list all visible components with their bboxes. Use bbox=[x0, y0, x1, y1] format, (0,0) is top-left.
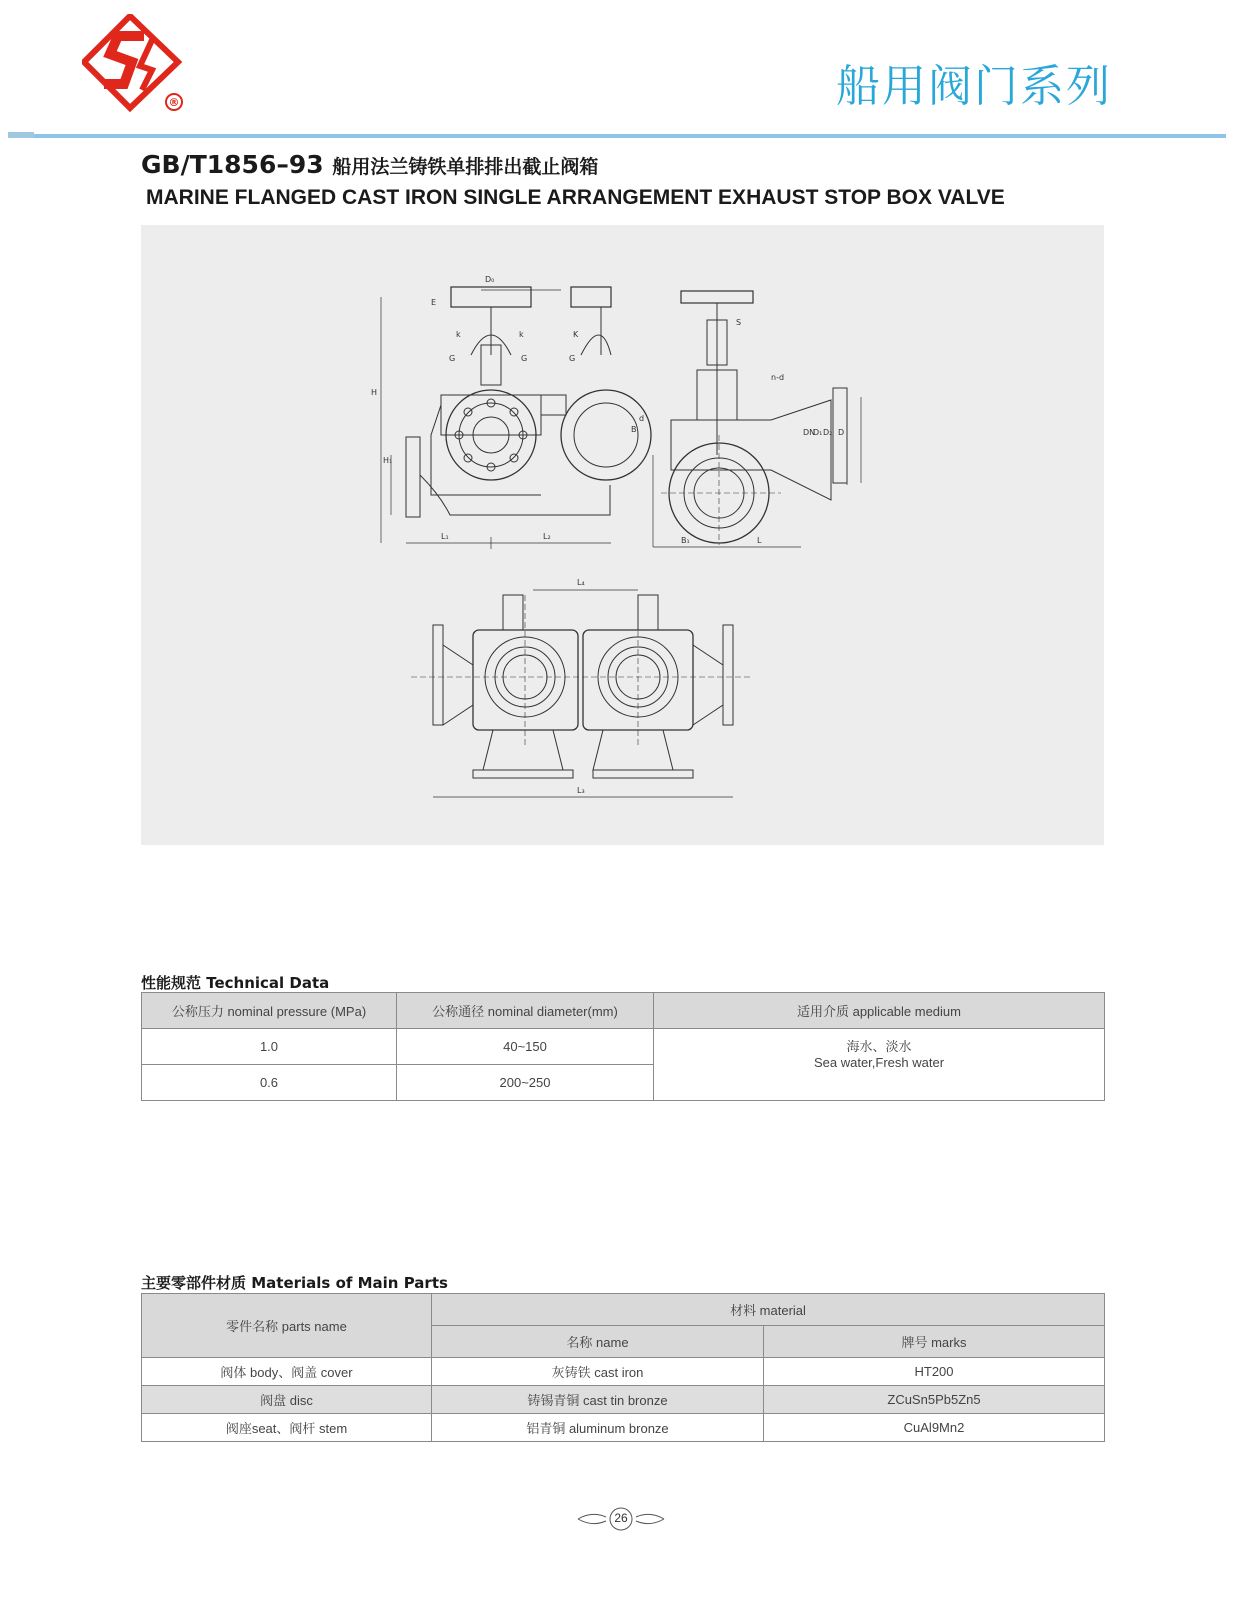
label-l: L bbox=[757, 536, 762, 545]
cell-part: 阀座seat、阀杆 stem bbox=[142, 1414, 432, 1442]
label-n-d: n-d bbox=[771, 373, 785, 382]
front-view bbox=[381, 287, 651, 549]
standard-code: GB/T1856–93 bbox=[141, 150, 324, 179]
technical-drawing bbox=[141, 225, 1104, 845]
valve-drawing bbox=[141, 225, 1104, 845]
header-divider-accent bbox=[8, 132, 34, 138]
label-g2: G bbox=[569, 354, 576, 363]
cell-diameter: 200~250 bbox=[397, 1065, 654, 1101]
label-l4: L₄ bbox=[577, 578, 585, 587]
header-marks: 牌号 marks bbox=[764, 1326, 1105, 1358]
label-l2: L₂ bbox=[543, 532, 551, 541]
cell-diameter: 40~150 bbox=[397, 1029, 654, 1065]
table-header-row bbox=[142, 993, 1105, 1029]
label-g-right: G bbox=[521, 354, 528, 363]
header-nominal-pressure: 公称压力 nominal pressure (MPa) bbox=[142, 993, 397, 1029]
page-number bbox=[576, 1504, 666, 1534]
company-logo bbox=[82, 14, 192, 114]
cell-marks: CuAl9Mn2 bbox=[764, 1414, 1105, 1442]
label-g: G bbox=[449, 354, 456, 363]
table-row bbox=[142, 1414, 1105, 1442]
label-h: H bbox=[371, 388, 378, 397]
label-d-big: D bbox=[838, 428, 845, 437]
label-d-small: d bbox=[639, 414, 645, 423]
label-d1: D₁ bbox=[813, 428, 823, 437]
header-name: 名称 name bbox=[432, 1326, 764, 1358]
table-header-row bbox=[142, 1294, 1105, 1326]
label-l1: L₁ bbox=[441, 532, 449, 541]
page-number-text: 26 bbox=[614, 1511, 628, 1525]
label-d2: D₂ bbox=[823, 428, 833, 437]
cell-material-name: 铸锡青铜 cast tin bronze bbox=[432, 1386, 764, 1414]
label-k: k bbox=[456, 330, 461, 339]
header-nominal-diameter: 公称通径 nominal diameter(mm) bbox=[397, 993, 654, 1029]
cell-part: 阀体 body、阀盖 cover bbox=[142, 1358, 432, 1386]
label-k2: K bbox=[573, 330, 579, 339]
label-l3: L₃ bbox=[577, 786, 585, 795]
label-s: S bbox=[736, 318, 742, 327]
materials-table bbox=[141, 1293, 1105, 1442]
label-d0: D₀ bbox=[485, 275, 495, 284]
header-parts-name: 零件名称 parts name bbox=[142, 1294, 432, 1358]
cell-material-name: 灰铸铁 cast iron bbox=[432, 1358, 764, 1386]
header-material: 材料 material bbox=[432, 1294, 1105, 1326]
table-row bbox=[142, 1386, 1105, 1414]
cell-marks: ZCuSn5Pb5Zn5 bbox=[764, 1386, 1105, 1414]
cell-pressure: 0.6 bbox=[142, 1065, 397, 1101]
cell-pressure: 1.0 bbox=[142, 1029, 397, 1065]
medium-en: Sea water,Fresh water bbox=[813, 1055, 945, 1070]
cell-medium bbox=[654, 1029, 1105, 1101]
label-h1: H₁ bbox=[383, 456, 393, 465]
header-divider bbox=[10, 134, 1226, 138]
medium-cn: 海水、淡水 bbox=[846, 1039, 912, 1054]
product-name-cn: 船用法兰铸铁单排排出截止阀箱 bbox=[332, 156, 599, 178]
svg-text:®: ® bbox=[168, 96, 180, 109]
label-e: E bbox=[431, 298, 437, 307]
cell-part: 阀盘 disc bbox=[142, 1386, 432, 1414]
series-title: 船用阀门系列 bbox=[836, 61, 1112, 112]
table-row bbox=[142, 1029, 1105, 1065]
cell-material-name: 铝青铜 aluminum bronze bbox=[432, 1414, 764, 1442]
product-title-cn bbox=[141, 150, 598, 179]
label-b1: B₁ bbox=[681, 536, 690, 545]
materials-heading: 主要零部件材质 Materials of Main Parts bbox=[141, 1274, 448, 1292]
dimension-labels bbox=[371, 275, 844, 795]
label-dn: DN bbox=[803, 428, 816, 437]
product-title-en: MARINE FLANGED CAST IRON SINGLE ARRANGEMENT EXHAUST STOP BOX VALVE bbox=[146, 186, 1005, 209]
cell-marks: HT200 bbox=[764, 1358, 1105, 1386]
plan-view bbox=[411, 590, 751, 797]
label-k-right: k bbox=[519, 330, 524, 339]
table-row bbox=[142, 1358, 1105, 1386]
side-view bbox=[653, 291, 861, 547]
technical-data-heading: 性能规范 Technical Data bbox=[141, 974, 330, 992]
technical-data-table bbox=[141, 992, 1105, 1101]
header-applicable-medium: 适用介质 applicable medium bbox=[654, 993, 1105, 1029]
label-b: B bbox=[631, 425, 637, 434]
